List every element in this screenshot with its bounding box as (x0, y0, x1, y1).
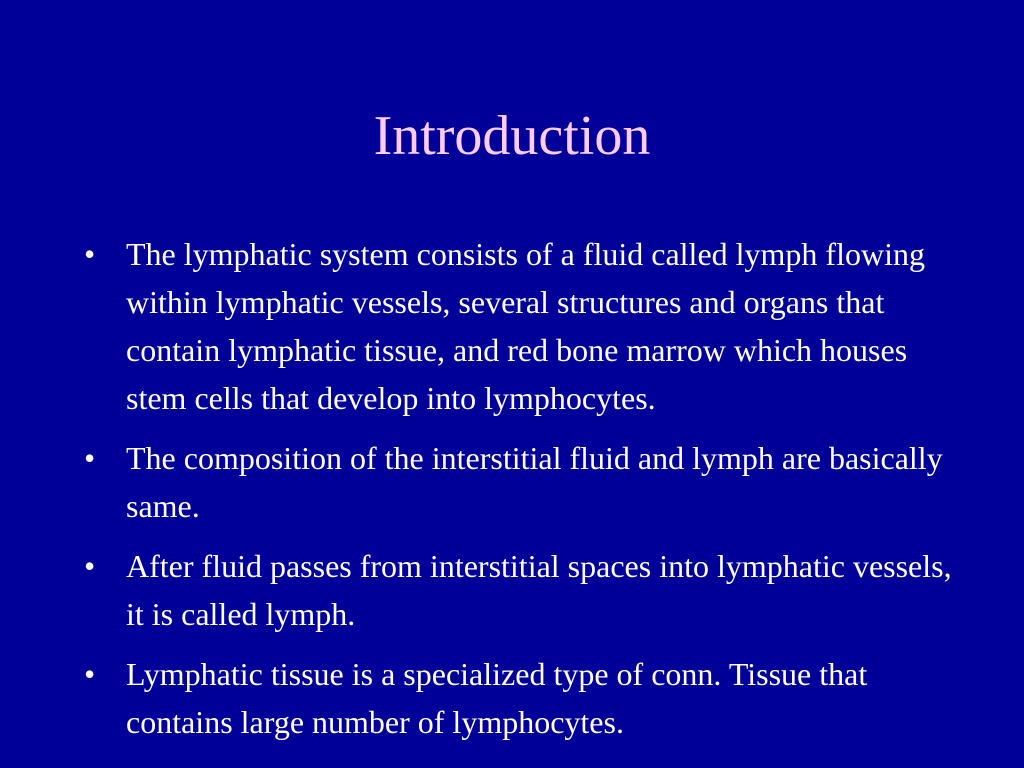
bullet-text: The lymphatic system consists of a fluid called lymph flowing within lymphatic vessels, several structures and organs that contain lymphatic tissue, and red bone marrow which houses stem cells that develop into lymphocytes. (126, 236, 925, 416)
slide-title: Introduction (373, 105, 651, 167)
bullet-icon: • (84, 656, 96, 692)
bullet-item (78, 650, 958, 746)
bullet-icon: • (84, 440, 96, 476)
bullet-text: After fluid passes from interstitial spaces into lymphatic vessels, it is called lymph. (126, 548, 952, 632)
bullet-item (78, 434, 958, 530)
bullet-item (78, 230, 958, 422)
bullet-icon: • (84, 548, 96, 584)
bullet-item (78, 542, 958, 638)
bullet-text: Lymphatic tissue is a specialized type of conn. Tissue that contains large number of lymphocytes. (126, 656, 868, 740)
bullet-list (78, 230, 958, 758)
bullet-icon: • (84, 236, 96, 272)
bullet-text: The composition of the interstitial fluid and lymph are basically same. (126, 440, 943, 524)
